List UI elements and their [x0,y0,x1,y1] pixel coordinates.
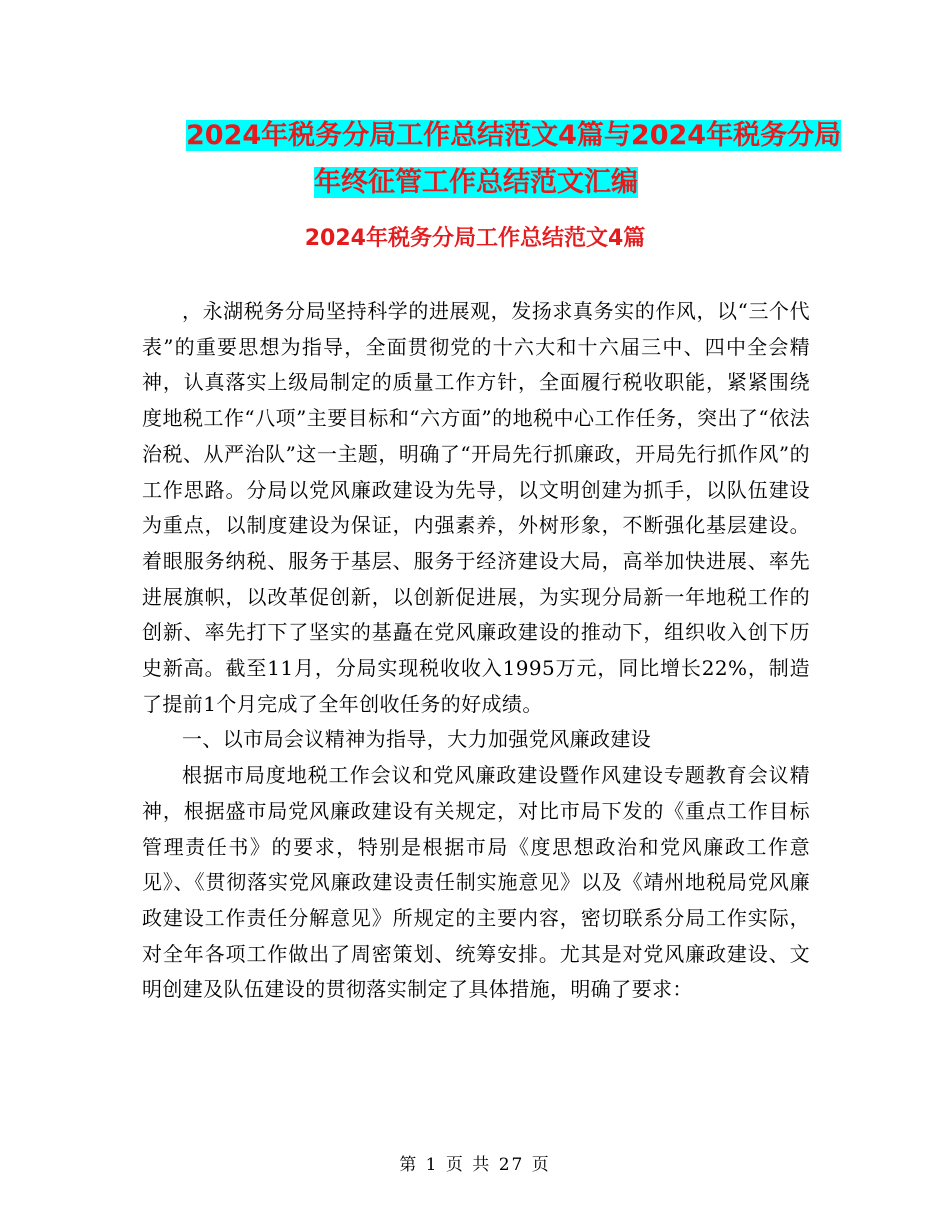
paragraph-intro: ，永湖税务分局坚持科学的进展观，发扬求真务实的作风，以“三个代表”的重要思想为指导，全面贯彻党的十六大和十六届三中、四中全会精神，认真落实上级局制定的质量工作方针，全面履行税收职能，紧紧围绕度地税工作“八项”主要目标和“六方面”的地税中心工作任务，突出了“依法治税、从严治队”这一主题，明确了“开局先行抓廉政，开局先行抓作风”的工作思路。分局以党风廉政建设为先导，以文明创建为抓手，以队伍建设为重点，以制度建设为保证，内强素养，外树形象，不断强化基层建设。着眼服务纳税、服务于基层、服务于经济建设大局，高举加快进展、率先进展旗帜，以改革促创新，以创新促进展，为实现分局新一年地税工作的创新、率先打下了坚实的基矗在党风廉政建设的推动下，组织收入创下历史新高。截至11月，分局实现税收收入1995万元，同比增长22%，制造了提前1个月完成了全年创收任务的好成绩。 [142,299,810,716]
section-title: 2024年税务分局工作总结范文4篇 [304,226,646,251]
title-line-1 [186,112,842,159]
title-line-2-text: 年终征管工作总结范文汇编 [314,167,638,198]
title-line-2 [186,159,826,206]
paragraph-heading-1: 一、以市局会议精神为指导，大力加强党风廉政建设 [182,727,652,752]
body-text [142,294,810,1008]
page-footer: 第 1 页 共 27 页 [399,1155,551,1175]
title-line-1-text: 2024年税务分局工作总结范文4篇与2024年税务分局 [186,120,842,151]
document-title [186,112,842,206]
paragraph-body-1: 根据市局度地税工作会议和党风廉政建设暨作风建设专题教育会议精神，根据盛市局党风廉政建设有关规定，对比市局下发的《重点工作目标管理责任书》的要求，特别是根据市局《度思想政治和党风廉政工作意见》、《贯彻落实党风廉政建设责任制实施意见》以及《靖州地税局党风廉政建设工作责任分解意见》所规定的主要内容，密切联系分局工作实际，对全年各项工作做出了周密策划、统筹安排。尤其是对党风廉政建设、文明创建及队伍建设的贯彻落实制定了具体措施，明确了要求： [142,763,810,1002]
